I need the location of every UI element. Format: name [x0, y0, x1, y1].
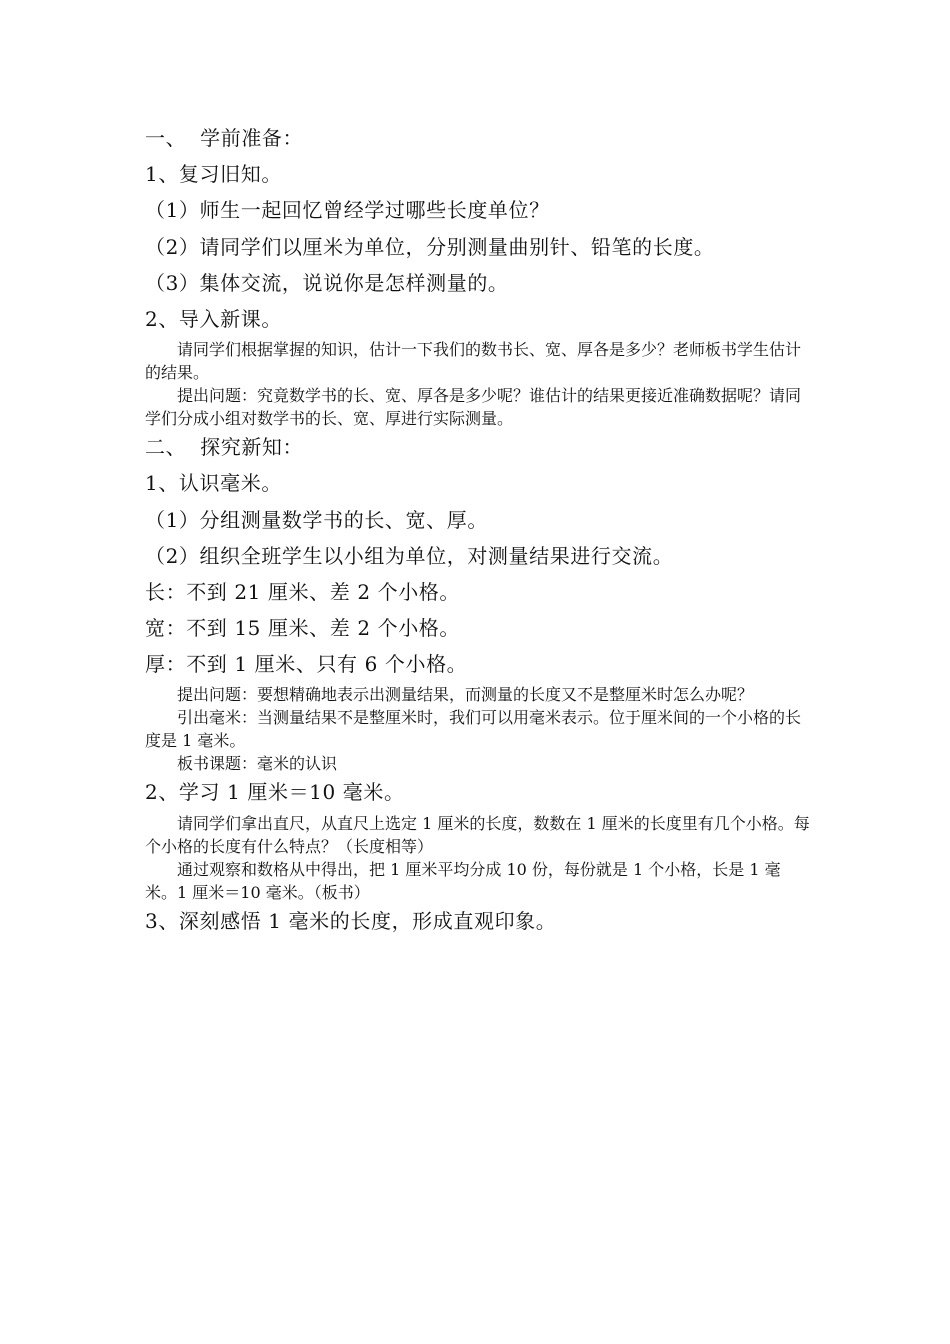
section-heading-2: 二、 探究新知： — [145, 435, 304, 460]
measure-length: 长：不到 21 厘米、差 2 个小格。 — [145, 579, 461, 604]
subheading-learn: 2、学习 1 厘米＝10 毫米。 — [145, 780, 405, 805]
list-item: （1）师生一起回忆曾经学过哪些长度单位？ — [145, 198, 550, 223]
list-item: （2）请同学们以厘米为单位，分别测量曲别针、铅笔的长度。 — [145, 234, 715, 259]
list-item: （2）组织全班学生以小组为单位，对测量结果进行交流。 — [145, 543, 674, 568]
list-item: （3）集体交流，说说你是怎样测量的。 — [145, 270, 509, 295]
paragraph-introduce-mm: 引出毫米：当测量结果不是整厘米时，我们可以用毫米表示。位于厘米间的一个小格的长度是 1 毫米。 — [145, 708, 802, 751]
subheading-review: 1、复习旧知。 — [145, 162, 282, 187]
measure-thickness: 厚：不到 1 厘米、只有 6 个小格。 — [145, 652, 468, 677]
subheading-feel: 3、深刻感悟 1 毫米的长度，形成直观印象。 — [145, 908, 557, 933]
list-item: （1）分组测量数学书的长、宽、厚。 — [145, 507, 488, 532]
document-body — [145, 120, 810, 939]
paragraph-estimate: 请同学们根据掌握的知识，估计一下我们的数书长、宽、厚各是多少？老师板书学生估计的结果。 — [145, 340, 802, 383]
section-heading-1: 一、 学前准备： — [145, 126, 304, 150]
paragraph-board-title: 板书课题：毫米的认识 — [177, 754, 338, 774]
paragraph-precise: 提出问题：要想精确地表示出测量结果，而测量的长度又不是整厘米时怎么办呢？ — [177, 685, 754, 705]
paragraph-observe: 通过观察和数格从中得出，把 1 厘米平均分成 10 份，每份就是 1 个小格，长是 1 毫米。1 厘米＝10 毫米。（板书） — [145, 859, 781, 902]
paragraph-ruler: 请同学们拿出直尺，从直尺上选定 1 厘米的长度，数数在 1 厘米的长度里有几个小格。每个小格的长度有什么特点？（长度相等） — [145, 813, 810, 856]
paragraph-question: 提出问题：究竟数学书的长、宽、厚各是多少呢？谁估计的结果更接近准确数据呢？请同学们分成小组对数学书的长、宽、厚进行实际测量。 — [145, 386, 802, 429]
measure-width: 宽：不到 15 厘米、差 2 个小格。 — [145, 616, 461, 641]
subheading-mm: 1、认识毫米。 — [145, 471, 282, 496]
subheading-intro: 2、导入新课。 — [145, 306, 282, 331]
